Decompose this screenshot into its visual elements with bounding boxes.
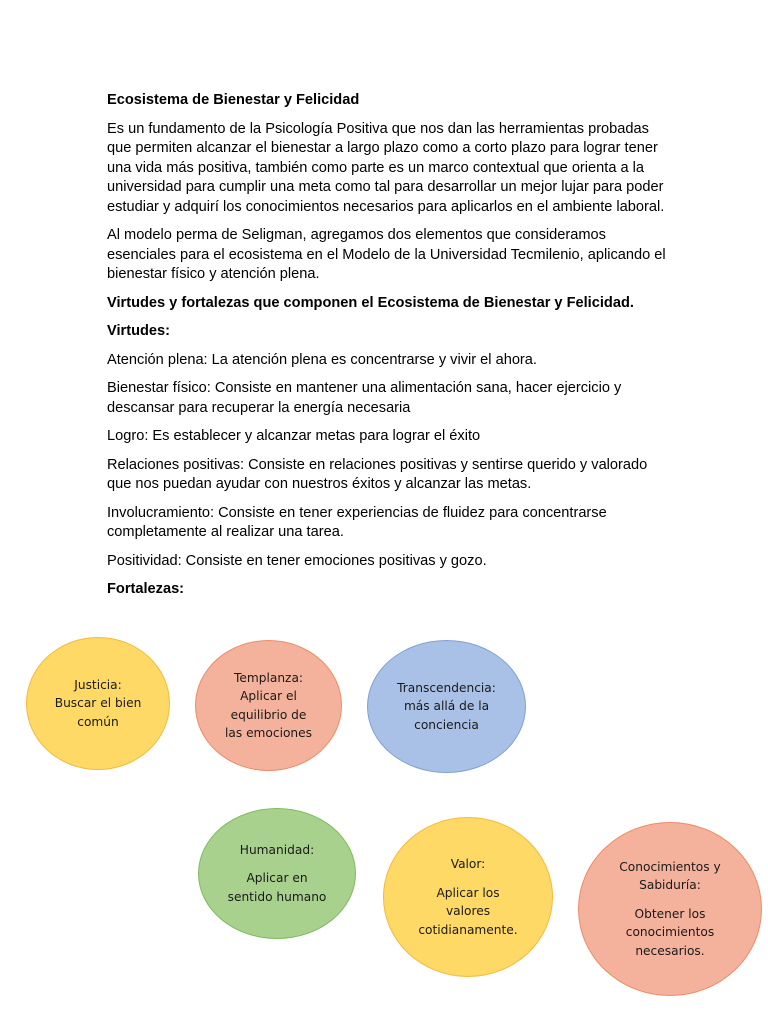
fortaleza-valor-circle bbox=[383, 817, 553, 977]
fortaleza-title-line2: Sabiduría: bbox=[639, 878, 701, 893]
fortaleza-title: Justicia: bbox=[74, 677, 122, 692]
document-title: Ecosistema de Bienestar y Felicidad bbox=[107, 92, 360, 108]
document-body bbox=[107, 91, 672, 609]
virtud-bienestar-fisico: Bienestar físico: Consiste en mantener una alimentación sana, hacer ejercicio y descansar para recuperar la energía necesaria bbox=[107, 380, 622, 416]
fortaleza-title: Humanidad: bbox=[239, 842, 315, 857]
fortalezas-heading: Fortalezas: bbox=[107, 581, 185, 597]
fortaleza-line: cotidianamente. bbox=[418, 922, 518, 937]
virtudes-heading: Virtudes: bbox=[107, 323, 170, 339]
fortaleza-line: Buscar el bien bbox=[54, 696, 142, 711]
fortaleza-line: Aplicar en bbox=[246, 871, 308, 886]
model-paragraph: Al modelo perma de Seligman, agregamos dos elementos que consideramos esenciales para el ecosistema en el Modelo de la Universidad Tecmilenio, aplicando el bienestar físico y atención plena. bbox=[107, 227, 666, 282]
virtud-logro: Logro: Es establecer y alcanzar metas para lograr el éxito bbox=[107, 428, 481, 444]
fortaleza-line: conciencia bbox=[414, 717, 479, 732]
fortaleza-line: conocimientos bbox=[625, 925, 715, 940]
fortaleza-justicia-circle bbox=[26, 637, 170, 770]
fortaleza-title: Transcendencia: bbox=[397, 680, 496, 695]
fortaleza-title: Conocimientos y bbox=[619, 859, 721, 874]
fortaleza-line: Obtener los bbox=[634, 906, 706, 921]
virtud-involucramiento: Involucramiento: Consiste en tener experiencias de fluidez para concentrarse completamente al realizar una tarea. bbox=[107, 504, 607, 540]
intro-paragraph: Es un fundamento de la Psicología Positiva que nos dan las herramientas probadas que permiten alcanzar el bienestar a largo plazo como a corto plazo para lograr tener una vida más positiva, también como parte es un marco contextual que orienta a la universidad para cumplir una meta como tal para desarrollar un mejor lujar para poder estudiar y adquirí los conocimientos necesarios para aplicarlos en el ambiente laboral. bbox=[107, 120, 665, 215]
section-heading: Virtudes y fortalezas que componen el Ecosistema de Bienestar y Felicidad. bbox=[107, 294, 634, 311]
virtud-atencion-plena: Atención plena: La atención plena es concentrarse y vivir el ahora. bbox=[107, 351, 537, 368]
virtud-relaciones-positivas: Relaciones positivas: Consiste en relaciones positivas y sentirse querido y valorado que nos puedan ayudar con nuestros éxitos y alcanzar las metas. bbox=[107, 456, 648, 492]
fortaleza-line: Aplicar el bbox=[240, 689, 297, 703]
fortaleza-conocimientos-circle bbox=[578, 822, 762, 996]
virtud-positividad: Positividad: Consiste en tener emociones positivas y gozo. bbox=[107, 552, 487, 569]
fortaleza-line: sentido humano bbox=[227, 889, 327, 904]
fortaleza-line: Aplicar los bbox=[436, 885, 500, 900]
fortaleza-line: necesarios. bbox=[635, 943, 705, 958]
fortaleza-line: valores bbox=[445, 904, 491, 918]
fortaleza-transcendencia-circle bbox=[367, 640, 526, 773]
fortaleza-title: Valor: bbox=[450, 857, 486, 871]
fortaleza-line: equilibrio de bbox=[230, 707, 307, 722]
fortaleza-title: Templanza: bbox=[233, 670, 304, 685]
fortaleza-line: las emociones bbox=[224, 726, 313, 740]
fortaleza-humanidad-circle bbox=[198, 808, 356, 939]
fortaleza-line: común bbox=[77, 714, 119, 729]
fortaleza-templanza-circle bbox=[195, 640, 342, 771]
fortaleza-line: más allá de la bbox=[403, 699, 490, 714]
